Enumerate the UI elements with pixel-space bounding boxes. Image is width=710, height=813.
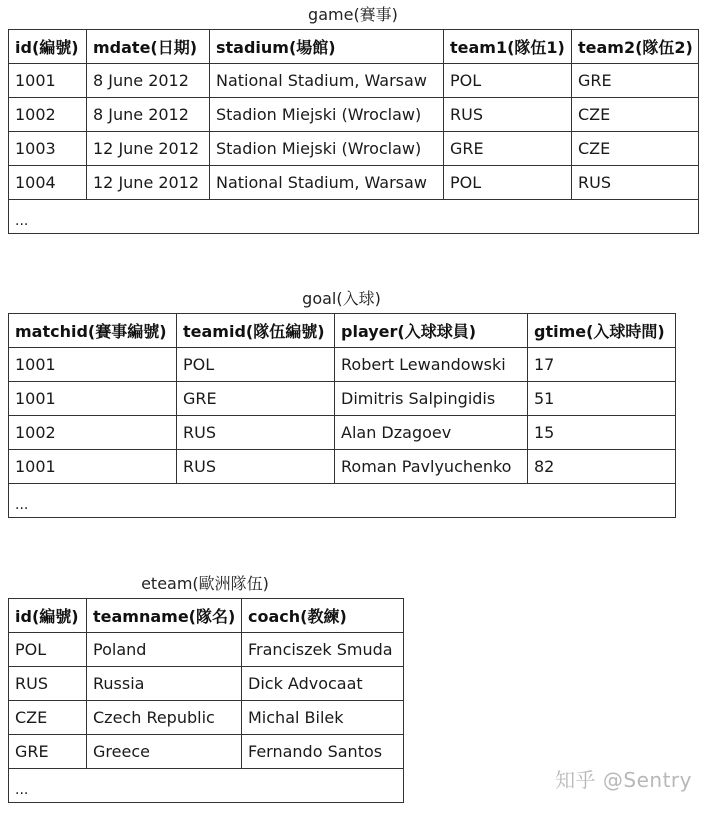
table-row xyxy=(9,450,676,484)
table-cell: GRE xyxy=(9,735,87,769)
column-header-team2: team2(隊伍2) xyxy=(572,30,699,64)
table-cell: RUS xyxy=(572,166,699,200)
column-header-stadium: stadium(場館) xyxy=(210,30,444,64)
eteam-table xyxy=(8,598,404,803)
table-cell: 1001 xyxy=(9,64,87,98)
table-row xyxy=(9,735,404,769)
table-cell: 1004 xyxy=(9,166,87,200)
ellipsis-cell: ... xyxy=(9,484,676,518)
column-header-id: id(編號) xyxy=(9,30,87,64)
table-cell: National Stadium, Warsaw xyxy=(210,64,444,98)
column-header-matchid: matchid(賽事編號) xyxy=(9,314,177,348)
game-table-caption: game(賽事) xyxy=(308,5,398,24)
table-cell: GRE xyxy=(177,382,335,416)
table-cell: 8 June 2012 xyxy=(87,98,210,132)
game-table xyxy=(8,29,699,234)
table-cell: 1002 xyxy=(9,98,87,132)
column-header-gtime: gtime(入球時間) xyxy=(528,314,676,348)
table-cell: RUS xyxy=(9,667,87,701)
table-cell: Czech Republic xyxy=(87,701,242,735)
table-cell: Greece xyxy=(87,735,242,769)
table-cell: POL xyxy=(177,348,335,382)
table-row xyxy=(9,701,404,735)
table-cell: POL xyxy=(9,633,87,667)
table-cell: RUS xyxy=(177,416,335,450)
table-cell: 15 xyxy=(528,416,676,450)
goal-table-caption: goal(入球) xyxy=(302,289,381,308)
table-cell: RUS xyxy=(177,450,335,484)
table-cell: Dimitris Salpingidis xyxy=(335,382,528,416)
table-cell: Roman Pavlyuchenko xyxy=(335,450,528,484)
table-row xyxy=(9,382,676,416)
watermark: 知乎 @Sentry xyxy=(555,768,692,792)
table-cell: CZE xyxy=(572,98,699,132)
table-cell: POL xyxy=(444,64,572,98)
table-cell: 8 June 2012 xyxy=(87,64,210,98)
table-cell: 1001 xyxy=(9,450,177,484)
column-header-id: id(編號) xyxy=(9,599,87,633)
table-row-ellipsis xyxy=(9,769,404,803)
column-header-mdate: mdate(日期) xyxy=(87,30,210,64)
table-cell: Dick Advocaat xyxy=(242,667,404,701)
table-cell: 51 xyxy=(528,382,676,416)
table-row xyxy=(9,98,699,132)
eteam-table-caption: eteam(歐洲隊伍) xyxy=(141,574,269,593)
table-row xyxy=(9,64,699,98)
column-header-team1: team1(隊伍1) xyxy=(444,30,572,64)
goal-table xyxy=(8,313,676,518)
table-row xyxy=(9,667,404,701)
table-cell: 1002 xyxy=(9,416,177,450)
ellipsis-cell: ... xyxy=(9,200,699,234)
table-cell: Russia xyxy=(87,667,242,701)
table-cell: Fernando Santos xyxy=(242,735,404,769)
table-cell: RUS xyxy=(444,98,572,132)
table-cell: GRE xyxy=(572,64,699,98)
table-row xyxy=(9,348,676,382)
table-row xyxy=(9,416,676,450)
table-cell: 82 xyxy=(528,450,676,484)
table-cell: Poland xyxy=(87,633,242,667)
table-header-row xyxy=(9,30,699,64)
table-cell: Stadion Miejski (Wroclaw) xyxy=(210,132,444,166)
table-header-row xyxy=(9,314,676,348)
column-header-teamid: teamid(隊伍編號) xyxy=(177,314,335,348)
table-row-ellipsis xyxy=(9,200,699,234)
table-cell: Michal Bilek xyxy=(242,701,404,735)
column-header-player: player(入球球員) xyxy=(335,314,528,348)
table-cell: GRE xyxy=(444,132,572,166)
table-cell: 12 June 2012 xyxy=(87,132,210,166)
table-row-ellipsis xyxy=(9,484,676,518)
table-cell: 1001 xyxy=(9,382,177,416)
table-header-row xyxy=(9,599,404,633)
table-row xyxy=(9,132,699,166)
table-cell: 17 xyxy=(528,348,676,382)
ellipsis-cell: ... xyxy=(9,769,404,803)
table-cell: CZE xyxy=(9,701,87,735)
column-header-teamname: teamname(隊名) xyxy=(87,599,242,633)
column-header-coach: coach(教練) xyxy=(242,599,404,633)
table-cell: 1003 xyxy=(9,132,87,166)
table-cell: Franciszek Smuda xyxy=(242,633,404,667)
table-cell: CZE xyxy=(572,132,699,166)
table-row xyxy=(9,166,699,200)
table-cell: 1001 xyxy=(9,348,177,382)
table-cell: Robert Lewandowski xyxy=(335,348,528,382)
table-cell: Stadion Miejski (Wroclaw) xyxy=(210,98,444,132)
table-row xyxy=(9,633,404,667)
table-cell: 12 June 2012 xyxy=(87,166,210,200)
table-cell: POL xyxy=(444,166,572,200)
table-cell: National Stadium, Warsaw xyxy=(210,166,444,200)
table-cell: Alan Dzagoev xyxy=(335,416,528,450)
